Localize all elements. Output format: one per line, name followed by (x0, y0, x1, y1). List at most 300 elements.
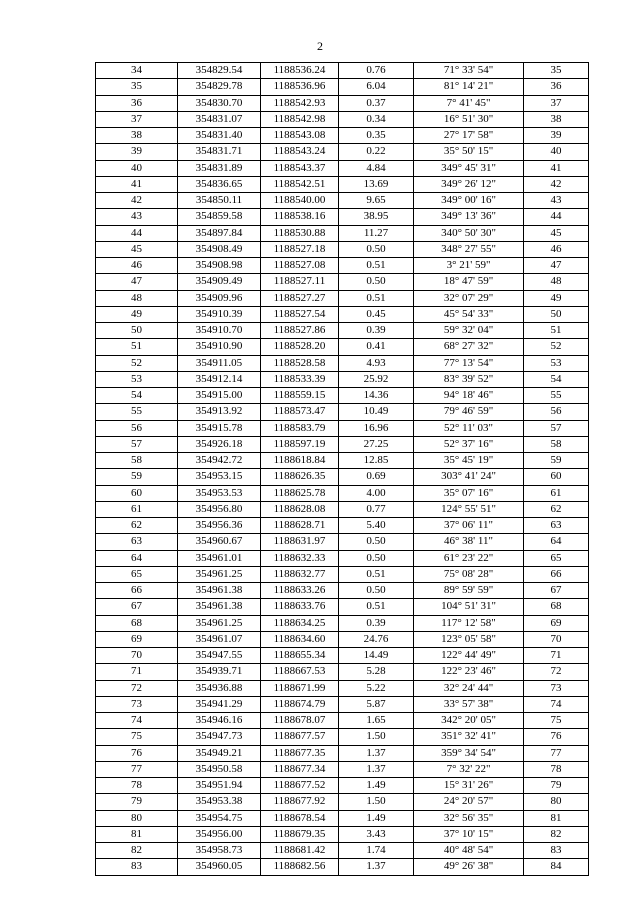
table-row (96, 518, 589, 534)
bearing-cell: 303° 41' 24" (414, 469, 524, 485)
point-number-cell: 41 (96, 176, 178, 192)
distance-cell: 0.77 (339, 501, 414, 517)
table-row (96, 469, 589, 485)
next-point-cell: 73 (524, 680, 589, 696)
next-point-cell: 83 (524, 843, 589, 859)
y-coordinate-cell: 1188625.78 (261, 485, 339, 501)
coordinates-table-body (96, 63, 589, 876)
distance-cell: 9.65 (339, 193, 414, 209)
x-coordinate-cell: 354850.11 (178, 193, 261, 209)
point-number-cell: 72 (96, 680, 178, 696)
point-number-cell: 57 (96, 436, 178, 452)
bearing-cell: 349° 00' 16" (414, 193, 524, 209)
distance-cell: 0.76 (339, 63, 414, 79)
table-row (96, 550, 589, 566)
distance-cell: 5.22 (339, 680, 414, 696)
x-coordinate-cell: 354961.07 (178, 631, 261, 647)
distance-cell: 0.35 (339, 128, 414, 144)
distance-cell: 0.50 (339, 583, 414, 599)
bearing-cell: 32° 56' 35" (414, 810, 524, 826)
table-row (96, 144, 589, 160)
y-coordinate-cell: 1188573.47 (261, 404, 339, 420)
bearing-cell: 61° 23' 22" (414, 550, 524, 566)
next-point-cell: 64 (524, 534, 589, 550)
point-number-cell: 42 (96, 193, 178, 209)
y-coordinate-cell: 1188679.35 (261, 826, 339, 842)
table-row (96, 404, 589, 420)
x-coordinate-cell: 354909.49 (178, 274, 261, 290)
next-point-cell: 60 (524, 469, 589, 485)
table-row (96, 63, 589, 79)
next-point-cell: 44 (524, 209, 589, 225)
table-row (96, 453, 589, 469)
x-coordinate-cell: 354912.14 (178, 371, 261, 387)
bearing-cell: 40° 48' 54" (414, 843, 524, 859)
bearing-cell: 77° 13' 54" (414, 355, 524, 371)
y-coordinate-cell: 1188583.79 (261, 420, 339, 436)
x-coordinate-cell: 354831.40 (178, 128, 261, 144)
next-point-cell: 80 (524, 794, 589, 810)
x-coordinate-cell: 354956.36 (178, 518, 261, 534)
y-coordinate-cell: 1188674.79 (261, 696, 339, 712)
y-coordinate-cell: 1188527.27 (261, 290, 339, 306)
bearing-cell: 32° 07' 29" (414, 290, 524, 306)
point-number-cell: 82 (96, 843, 178, 859)
table-row (96, 274, 589, 290)
bearing-cell: 37° 06' 11" (414, 518, 524, 534)
x-coordinate-cell: 354910.90 (178, 339, 261, 355)
table-row (96, 843, 589, 859)
y-coordinate-cell: 1188542.98 (261, 111, 339, 127)
point-number-cell: 59 (96, 469, 178, 485)
bearing-cell: 35° 50' 15" (414, 144, 524, 160)
point-number-cell: 76 (96, 745, 178, 761)
coordinates-table (95, 62, 589, 876)
next-point-cell: 67 (524, 583, 589, 599)
y-coordinate-cell: 1188533.39 (261, 371, 339, 387)
point-number-cell: 34 (96, 63, 178, 79)
table-row (96, 859, 589, 875)
y-coordinate-cell: 1188678.54 (261, 810, 339, 826)
point-number-cell: 53 (96, 371, 178, 387)
distance-cell: 0.34 (339, 111, 414, 127)
x-coordinate-cell: 354961.38 (178, 599, 261, 615)
x-coordinate-cell: 354831.89 (178, 160, 261, 176)
distance-cell: 1.49 (339, 778, 414, 794)
distance-cell: 11.27 (339, 225, 414, 241)
table-row (96, 583, 589, 599)
distance-cell: 0.41 (339, 339, 414, 355)
point-number-cell: 78 (96, 778, 178, 794)
distance-cell: 0.51 (339, 258, 414, 274)
bearing-cell: 342° 20' 05" (414, 713, 524, 729)
next-point-cell: 46 (524, 241, 589, 257)
point-number-cell: 39 (96, 144, 178, 160)
bearing-cell: 349° 13' 36" (414, 209, 524, 225)
point-number-cell: 80 (96, 810, 178, 826)
x-coordinate-cell: 354953.38 (178, 794, 261, 810)
distance-cell: 0.39 (339, 323, 414, 339)
distance-cell: 5.87 (339, 696, 414, 712)
point-number-cell: 36 (96, 95, 178, 111)
y-coordinate-cell: 1188540.00 (261, 193, 339, 209)
point-number-cell: 79 (96, 794, 178, 810)
next-point-cell: 61 (524, 485, 589, 501)
y-coordinate-cell: 1188677.35 (261, 745, 339, 761)
distance-cell: 0.22 (339, 144, 414, 160)
point-number-cell: 83 (96, 859, 178, 875)
y-coordinate-cell: 1188677.57 (261, 729, 339, 745)
next-point-cell: 63 (524, 518, 589, 534)
bearing-cell: 122° 23' 46" (414, 664, 524, 680)
y-coordinate-cell: 1188542.93 (261, 95, 339, 111)
x-coordinate-cell: 354961.25 (178, 566, 261, 582)
x-coordinate-cell: 354908.98 (178, 258, 261, 274)
next-point-cell: 66 (524, 566, 589, 582)
distance-cell: 1.49 (339, 810, 414, 826)
bearing-cell: 59° 32' 04" (414, 323, 524, 339)
y-coordinate-cell: 1188538.16 (261, 209, 339, 225)
table-row (96, 225, 589, 241)
bearing-cell: 35° 45' 19" (414, 453, 524, 469)
distance-cell: 1.65 (339, 713, 414, 729)
point-number-cell: 77 (96, 761, 178, 777)
x-coordinate-cell: 354942.72 (178, 453, 261, 469)
x-coordinate-cell: 354910.39 (178, 306, 261, 322)
distance-cell: 0.37 (339, 95, 414, 111)
bearing-cell: 83° 39' 52" (414, 371, 524, 387)
x-coordinate-cell: 354958.73 (178, 843, 261, 859)
x-coordinate-cell: 354915.00 (178, 388, 261, 404)
y-coordinate-cell: 1188527.11 (261, 274, 339, 290)
x-coordinate-cell: 354911.05 (178, 355, 261, 371)
bearing-cell: 7° 32' 22" (414, 761, 524, 777)
bearing-cell: 349° 26' 12" (414, 176, 524, 192)
table-row (96, 761, 589, 777)
y-coordinate-cell: 1188682.56 (261, 859, 339, 875)
y-coordinate-cell: 1188527.54 (261, 306, 339, 322)
point-number-cell: 62 (96, 518, 178, 534)
point-number-cell: 68 (96, 615, 178, 631)
x-coordinate-cell: 354954.75 (178, 810, 261, 826)
next-point-cell: 40 (524, 144, 589, 160)
x-coordinate-cell: 354953.53 (178, 485, 261, 501)
next-point-cell: 78 (524, 761, 589, 777)
table-row (96, 648, 589, 664)
bearing-cell: 359° 34' 54" (414, 745, 524, 761)
bearing-cell: 52° 11' 03" (414, 420, 524, 436)
bearing-cell: 32° 24' 44" (414, 680, 524, 696)
table-row (96, 436, 589, 452)
table-row (96, 631, 589, 647)
distance-cell: 5.40 (339, 518, 414, 534)
table-row (96, 388, 589, 404)
y-coordinate-cell: 1188597.19 (261, 436, 339, 452)
bearing-cell: 52° 37' 16" (414, 436, 524, 452)
point-number-cell: 58 (96, 453, 178, 469)
x-coordinate-cell: 354949.21 (178, 745, 261, 761)
distance-cell: 0.51 (339, 566, 414, 582)
table-row (96, 339, 589, 355)
distance-cell: 12.85 (339, 453, 414, 469)
y-coordinate-cell: 1188633.76 (261, 599, 339, 615)
table-row (96, 599, 589, 615)
point-number-cell: 81 (96, 826, 178, 842)
y-coordinate-cell: 1188677.92 (261, 794, 339, 810)
y-coordinate-cell: 1188632.33 (261, 550, 339, 566)
point-number-cell: 35 (96, 79, 178, 95)
next-point-cell: 52 (524, 339, 589, 355)
point-number-cell: 64 (96, 550, 178, 566)
bearing-cell: 123° 05' 58" (414, 631, 524, 647)
bearing-cell: 45° 54' 33" (414, 306, 524, 322)
point-number-cell: 49 (96, 306, 178, 322)
point-number-cell: 44 (96, 225, 178, 241)
next-point-cell: 54 (524, 371, 589, 387)
x-coordinate-cell: 354897.84 (178, 225, 261, 241)
x-coordinate-cell: 354859.58 (178, 209, 261, 225)
distance-cell: 0.50 (339, 550, 414, 566)
x-coordinate-cell: 354956.80 (178, 501, 261, 517)
table-row (96, 826, 589, 842)
table-row (96, 95, 589, 111)
distance-cell: 3.43 (339, 826, 414, 842)
x-coordinate-cell: 354947.73 (178, 729, 261, 745)
x-coordinate-cell: 354829.54 (178, 63, 261, 79)
x-coordinate-cell: 354961.25 (178, 615, 261, 631)
y-coordinate-cell: 1188678.07 (261, 713, 339, 729)
x-coordinate-cell: 354831.71 (178, 144, 261, 160)
distance-cell: 4.93 (339, 355, 414, 371)
table-row (96, 241, 589, 257)
distance-cell: 4.00 (339, 485, 414, 501)
distance-cell: 1.50 (339, 729, 414, 745)
x-coordinate-cell: 354831.07 (178, 111, 261, 127)
y-coordinate-cell: 1188632.77 (261, 566, 339, 582)
distance-cell: 13.69 (339, 176, 414, 192)
point-number-cell: 66 (96, 583, 178, 599)
y-coordinate-cell: 1188681.42 (261, 843, 339, 859)
x-coordinate-cell: 354961.38 (178, 583, 261, 599)
table-row (96, 323, 589, 339)
distance-cell: 0.69 (339, 469, 414, 485)
y-coordinate-cell: 1188527.08 (261, 258, 339, 274)
bearing-cell: 35° 07' 16" (414, 485, 524, 501)
table-row (96, 258, 589, 274)
bearing-cell: 351° 32' 41" (414, 729, 524, 745)
next-point-cell: 47 (524, 258, 589, 274)
table-row (96, 664, 589, 680)
distance-cell: 0.50 (339, 274, 414, 290)
bearing-cell: 122° 44' 49" (414, 648, 524, 664)
x-coordinate-cell: 354946.16 (178, 713, 261, 729)
distance-cell: 0.45 (339, 306, 414, 322)
distance-cell: 0.50 (339, 241, 414, 257)
next-point-cell: 38 (524, 111, 589, 127)
next-point-cell: 77 (524, 745, 589, 761)
table-row (96, 111, 589, 127)
next-point-cell: 70 (524, 631, 589, 647)
table-row (96, 566, 589, 582)
bearing-cell: 348° 27' 55" (414, 241, 524, 257)
y-coordinate-cell: 1188536.24 (261, 63, 339, 79)
bearing-cell: 37° 10' 15" (414, 826, 524, 842)
table-row (96, 371, 589, 387)
point-number-cell: 48 (96, 290, 178, 306)
table-row (96, 794, 589, 810)
y-coordinate-cell: 1188543.37 (261, 160, 339, 176)
distance-cell: 5.28 (339, 664, 414, 680)
next-point-cell: 35 (524, 63, 589, 79)
distance-cell: 1.50 (339, 794, 414, 810)
x-coordinate-cell: 354947.55 (178, 648, 261, 664)
table-row (96, 745, 589, 761)
bearing-cell: 16° 51' 30" (414, 111, 524, 127)
distance-cell: 1.37 (339, 761, 414, 777)
bearing-cell: 27° 17' 58" (414, 128, 524, 144)
y-coordinate-cell: 1188527.18 (261, 241, 339, 257)
table-row (96, 306, 589, 322)
y-coordinate-cell: 1188528.58 (261, 355, 339, 371)
table-row (96, 209, 589, 225)
bearing-cell: 49° 26' 38" (414, 859, 524, 875)
next-point-cell: 45 (524, 225, 589, 241)
point-number-cell: 45 (96, 241, 178, 257)
next-point-cell: 42 (524, 176, 589, 192)
distance-cell: 1.74 (339, 843, 414, 859)
x-coordinate-cell: 354936.88 (178, 680, 261, 696)
point-number-cell: 70 (96, 648, 178, 664)
x-coordinate-cell: 354961.01 (178, 550, 261, 566)
x-coordinate-cell: 354913.92 (178, 404, 261, 420)
x-coordinate-cell: 354830.70 (178, 95, 261, 111)
x-coordinate-cell: 354915.78 (178, 420, 261, 436)
bearing-cell: 340° 50' 30" (414, 225, 524, 241)
table-row (96, 79, 589, 95)
bearing-cell: 124° 55' 51" (414, 501, 524, 517)
next-point-cell: 84 (524, 859, 589, 875)
point-number-cell: 46 (96, 258, 178, 274)
point-number-cell: 69 (96, 631, 178, 647)
distance-cell: 10.49 (339, 404, 414, 420)
next-point-cell: 81 (524, 810, 589, 826)
table-row (96, 729, 589, 745)
y-coordinate-cell: 1188527.86 (261, 323, 339, 339)
next-point-cell: 58 (524, 436, 589, 452)
distance-cell: 14.36 (339, 388, 414, 404)
next-point-cell: 62 (524, 501, 589, 517)
point-number-cell: 60 (96, 485, 178, 501)
y-coordinate-cell: 1188633.26 (261, 583, 339, 599)
point-number-cell: 47 (96, 274, 178, 290)
bearing-cell: 81° 14' 21" (414, 79, 524, 95)
point-number-cell: 52 (96, 355, 178, 371)
bearing-cell: 71° 33' 54" (414, 63, 524, 79)
y-coordinate-cell: 1188530.88 (261, 225, 339, 241)
distance-cell: 0.50 (339, 534, 414, 550)
x-coordinate-cell: 354909.96 (178, 290, 261, 306)
distance-cell: 0.51 (339, 290, 414, 306)
next-point-cell: 56 (524, 404, 589, 420)
next-point-cell: 36 (524, 79, 589, 95)
point-number-cell: 75 (96, 729, 178, 745)
bearing-cell: 3° 21' 59" (414, 258, 524, 274)
next-point-cell: 48 (524, 274, 589, 290)
bearing-cell: 24° 20' 57" (414, 794, 524, 810)
table-row (96, 193, 589, 209)
y-coordinate-cell: 1188634.25 (261, 615, 339, 631)
point-number-cell: 73 (96, 696, 178, 712)
x-coordinate-cell: 354950.58 (178, 761, 261, 777)
next-point-cell: 53 (524, 355, 589, 371)
x-coordinate-cell: 354956.00 (178, 826, 261, 842)
point-number-cell: 74 (96, 713, 178, 729)
x-coordinate-cell: 354960.05 (178, 859, 261, 875)
bearing-cell: 75° 08' 28" (414, 566, 524, 582)
table-row (96, 615, 589, 631)
next-point-cell: 74 (524, 696, 589, 712)
x-coordinate-cell: 354960.67 (178, 534, 261, 550)
table-row (96, 696, 589, 712)
point-number-cell: 65 (96, 566, 178, 582)
next-point-cell: 43 (524, 193, 589, 209)
next-point-cell: 76 (524, 729, 589, 745)
y-coordinate-cell: 1188677.34 (261, 761, 339, 777)
y-coordinate-cell: 1188631.97 (261, 534, 339, 550)
x-coordinate-cell: 354939.71 (178, 664, 261, 680)
distance-cell: 0.51 (339, 599, 414, 615)
bearing-cell: 33° 57' 38" (414, 696, 524, 712)
table-row (96, 713, 589, 729)
y-coordinate-cell: 1188559.15 (261, 388, 339, 404)
bearing-cell: 7° 41' 45" (414, 95, 524, 111)
point-number-cell: 40 (96, 160, 178, 176)
distance-cell: 24.76 (339, 631, 414, 647)
bearing-cell: 15° 31' 26" (414, 778, 524, 794)
page-number: 2 (317, 39, 323, 53)
bearing-cell: 104° 51' 31" (414, 599, 524, 615)
bearing-cell: 89° 59' 59" (414, 583, 524, 599)
next-point-cell: 79 (524, 778, 589, 794)
distance-cell: 4.84 (339, 160, 414, 176)
bearing-cell: 46° 38' 11" (414, 534, 524, 550)
y-coordinate-cell: 1188628.08 (261, 501, 339, 517)
bearing-cell: 94° 18' 46" (414, 388, 524, 404)
point-number-cell: 51 (96, 339, 178, 355)
next-point-cell: 75 (524, 713, 589, 729)
distance-cell: 1.37 (339, 859, 414, 875)
next-point-cell: 41 (524, 160, 589, 176)
bearing-cell: 18° 47' 59" (414, 274, 524, 290)
y-coordinate-cell: 1188655.34 (261, 648, 339, 664)
next-point-cell: 51 (524, 323, 589, 339)
next-point-cell: 55 (524, 388, 589, 404)
x-coordinate-cell: 354941.29 (178, 696, 261, 712)
y-coordinate-cell: 1188618.84 (261, 453, 339, 469)
y-coordinate-cell: 1188542.51 (261, 176, 339, 192)
distance-cell: 27.25 (339, 436, 414, 452)
bearing-cell: 68° 27' 32" (414, 339, 524, 355)
point-number-cell: 54 (96, 388, 178, 404)
table-row (96, 534, 589, 550)
distance-cell: 0.39 (339, 615, 414, 631)
x-coordinate-cell: 354908.49 (178, 241, 261, 257)
table-row (96, 355, 589, 371)
next-point-cell: 57 (524, 420, 589, 436)
x-coordinate-cell: 354829.78 (178, 79, 261, 95)
table-row (96, 290, 589, 306)
y-coordinate-cell: 1188626.35 (261, 469, 339, 485)
